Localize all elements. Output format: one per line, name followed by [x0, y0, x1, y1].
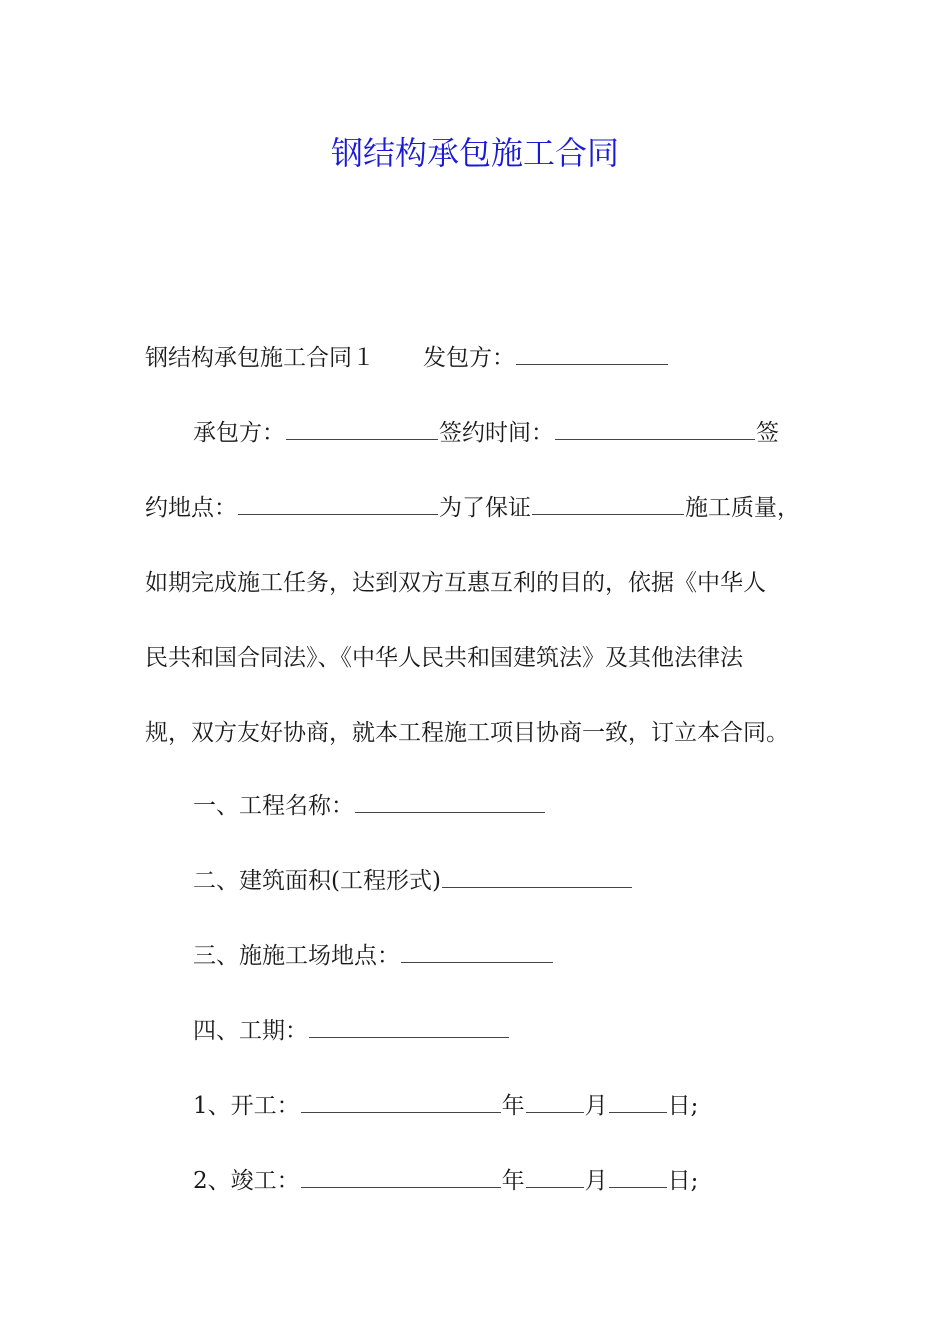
item-finish-date	[193, 1161, 698, 1201]
finish-day-blank[interactable]	[609, 1165, 667, 1188]
contract-heading-label: 钢结构承包施工合同１	[145, 345, 375, 371]
item-period	[193, 1011, 510, 1051]
paragraph-line-5: 民共和国合同法》、《中华人民共和国建筑法》及其他法律法	[145, 645, 743, 671]
quality-text: 施工质量，	[685, 495, 800, 521]
item-building-area	[193, 861, 633, 901]
finish-month-blank[interactable]	[526, 1165, 584, 1188]
building-area-blank[interactable]	[442, 865, 632, 888]
paragraph-line-3	[145, 488, 800, 528]
document-title: 钢结构承包施工合同	[330, 134, 619, 172]
contractor-blank[interactable]	[286, 417, 438, 440]
start-day-blank[interactable]	[609, 1090, 667, 1113]
item-start-date	[193, 1086, 698, 1126]
contractor-label: 承包方：	[193, 420, 285, 446]
start-day-label: 日;	[667, 1093, 699, 1119]
start-month-label: 月	[584, 1093, 608, 1119]
finish-month-label: 月	[584, 1168, 608, 1194]
finish-day-label: 日;	[667, 1168, 699, 1194]
finish-label: 2、竣工：	[193, 1168, 300, 1194]
site-blank[interactable]	[401, 940, 553, 963]
finish-year-blank[interactable]	[301, 1165, 501, 1188]
item-project-name	[193, 786, 546, 826]
project-name-blank[interactable]	[355, 790, 545, 813]
start-label: 1、开工：	[193, 1093, 300, 1119]
item-site	[193, 936, 554, 976]
paragraph-line-1	[145, 338, 669, 378]
project-blank[interactable]	[532, 492, 684, 515]
sign-date-label: 签约时间：	[439, 420, 554, 446]
sign-place-label-end: 约地点：	[145, 495, 237, 521]
building-area-label: 二、建筑面积(工程形式)	[193, 868, 441, 894]
sign-date-blank[interactable]	[555, 417, 755, 440]
start-month-blank[interactable]	[526, 1090, 584, 1113]
paragraph-line-6: 规，双方友好协商，就本工程施工项目协商一致，订立本合同。	[145, 720, 789, 746]
start-year-blank[interactable]	[301, 1090, 501, 1113]
employer-label: 发包方：	[423, 345, 515, 371]
paragraph-line-4: 如期完成施工任务，达到双方互惠互利的目的，依据《中华人	[145, 570, 766, 596]
site-label: 三、施施工场地点：	[193, 943, 400, 969]
purpose-text: 为了保证	[439, 495, 531, 521]
finish-year-label: 年	[501, 1168, 525, 1194]
sign-place-blank[interactable]	[238, 492, 438, 515]
paragraph-line-2	[193, 413, 779, 453]
period-label: 四、工期：	[193, 1018, 308, 1044]
start-year-label: 年	[501, 1093, 525, 1119]
sign-place-label-start: 签	[756, 420, 779, 446]
period-blank[interactable]	[309, 1015, 509, 1038]
project-name-label: 一、工程名称：	[193, 793, 354, 819]
employer-blank[interactable]	[516, 342, 668, 365]
